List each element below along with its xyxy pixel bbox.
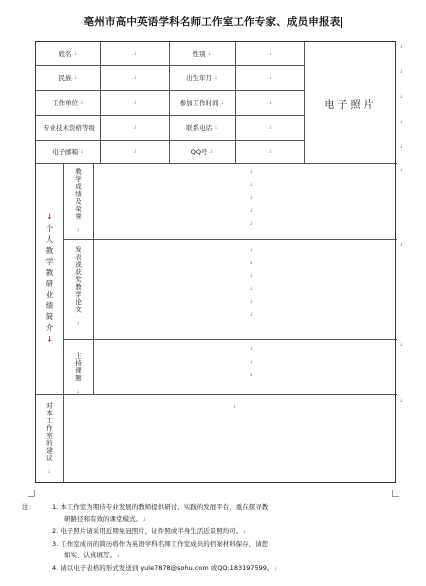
input-email[interactable]: .↓ [131, 148, 138, 155]
para-mark: ↓ [249, 273, 254, 279]
input-ethnicity[interactable]: .↓ [131, 74, 138, 81]
label-projects: 主持课题.↓ [74, 352, 82, 396]
para-mark: ↓ [249, 208, 254, 214]
label-teaching-honors: 教学成绩及荣誉.↓ [74, 168, 82, 235]
para-mark: ↓ [249, 299, 254, 305]
label-gender: 性别 .↓ [192, 49, 212, 58]
label-start-work: 参加工作时间 .↓ [179, 98, 225, 107]
para-mark: ↓ [249, 260, 254, 266]
label-birth: 出生年月 .↓ [186, 73, 218, 82]
row-end-mark: ↓ [399, 242, 404, 248]
margin-corner [28, 490, 35, 497]
para-mark: ↓ [249, 346, 254, 352]
input-phone[interactable]: .↓ [266, 124, 273, 131]
label-evaluation: 对本工作室的建议.↓ [45, 402, 53, 476]
row-end-mark: ↓ [399, 69, 404, 75]
label-name: 姓名 .↓ [58, 49, 78, 58]
row-end-mark: ↓ [399, 144, 404, 150]
label-papers: 发表或获奖教学论文.↓ [74, 246, 82, 328]
label-title-level: 专业技术资格等级 [43, 123, 95, 132]
para-mark: ↓ [249, 195, 254, 201]
para-mark: ↓ [249, 221, 254, 227]
para-mark: ↓ [249, 286, 254, 292]
input-workplace[interactable]: .↓ [131, 99, 138, 106]
row-end-mark: ↓ [399, 398, 404, 404]
page-title [0, 14, 426, 29]
note-item: 4. 请以电子表格的形式发送到 yule7878@sohu.com 或QQ:183197599。↓ [52, 563, 278, 572]
notes-prefix: 注： [22, 503, 35, 511]
input-birth[interactable]: .↓ [266, 74, 273, 81]
section-label-text: 个人教学教研业绩简介 [45, 224, 54, 335]
input-qq[interactable]: .↓ [266, 148, 273, 155]
input-teaching-honors[interactable] [93, 163, 397, 239]
note-item: 研路径和有效的课堂模式。↓ [64, 514, 147, 523]
para-mark: ↓ [249, 372, 254, 378]
para-mark: ↓ [249, 312, 254, 318]
text-cursor [341, 17, 342, 28]
row-end-mark: ↓ [399, 119, 404, 125]
input-name[interactable]: .↓ [131, 50, 138, 57]
para-mark: ↓ [249, 182, 254, 188]
para-mark: ↓ [249, 169, 254, 175]
notes-section [22, 502, 396, 575]
label-qq: QQ号 .↓ [190, 147, 214, 156]
input-title-level[interactable]: .↓ [131, 124, 138, 131]
note-item: 注： 1. 本工作室为期待专业发展的教师提供研讨、实践的发展平台，重在探寻教 [40, 502, 396, 514]
note-item: 3. 工作室成员的简历将作为英语学科名师工作室成员的档案材料保存，请您 [52, 539, 269, 548]
label-ethnicity: 民族 .↓ [58, 73, 78, 82]
row-end-mark: ↓ [399, 94, 404, 100]
para-mark: ↓ [249, 247, 254, 253]
photo-cell[interactable] [304, 94, 397, 112]
section-label: ↓个人教学教研业绩简介↓ [45, 212, 54, 347]
input-papers[interactable] [93, 239, 397, 339]
note-item: 2. 电子照片请采用近期免冠照片，证件照或半身生活近景照均可。↓ [52, 527, 247, 535]
para-mark: ↓ [232, 404, 237, 410]
row-end-mark: ↓ [399, 342, 404, 348]
application-form [35, 41, 404, 483]
row-end-mark: ↓ [399, 44, 404, 50]
note-item: 如实、认真填写。↓ [64, 551, 121, 559]
input-gender[interactable]: .↓ [266, 50, 273, 57]
photo-label: 电子照片 [324, 99, 377, 111]
label-phone: 联系电话 .↓ [186, 123, 218, 132]
label-email: 电子邮箱 .↓ [52, 147, 84, 156]
title-text: 亳州市高中英语学科名师工作室工作专家、成员申报表 [83, 16, 341, 28]
input-projects[interactable] [93, 339, 397, 394]
row-end-mark: ↓ [399, 167, 404, 173]
para-mark: ↓ [249, 359, 254, 365]
input-evaluation[interactable] [63, 394, 397, 482]
input-start-work[interactable]: .↓ [266, 99, 273, 106]
label-workplace: 工作单位 .↓ [52, 98, 84, 107]
margin-corner [392, 490, 399, 497]
